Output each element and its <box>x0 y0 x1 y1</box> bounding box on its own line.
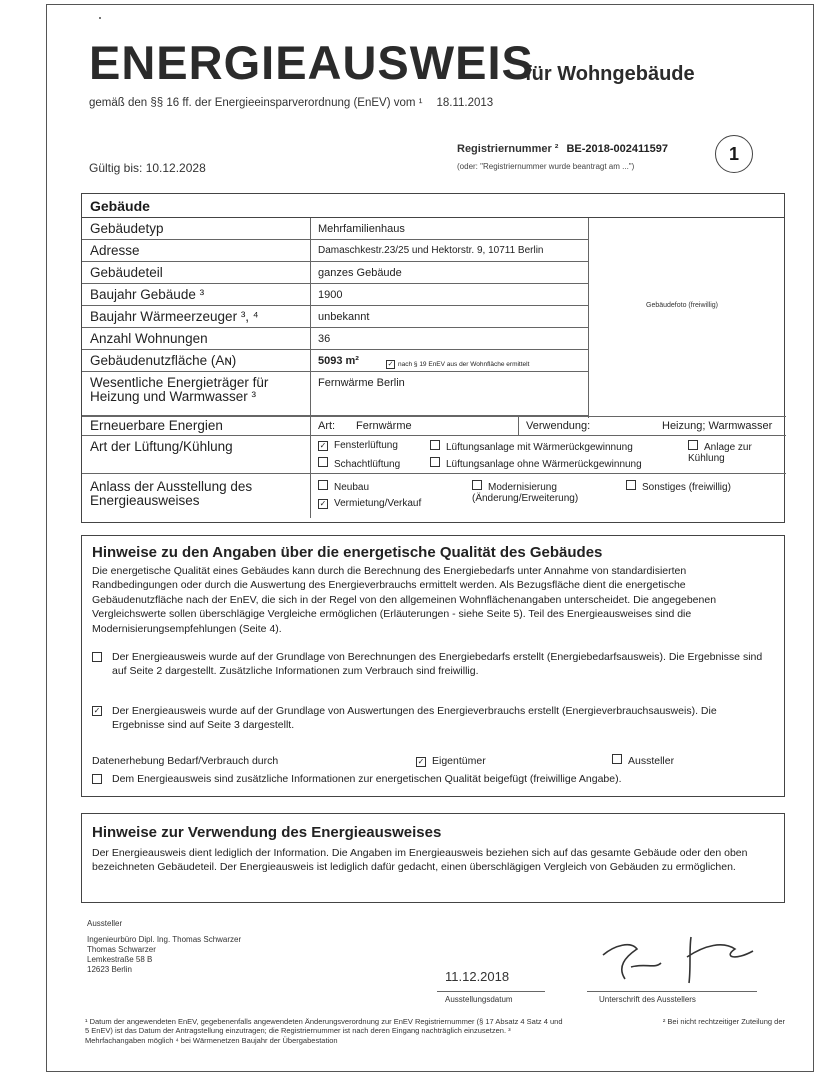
checkbox-icon <box>430 457 440 467</box>
document-title: ENERGIEAUSWEIS <box>89 36 534 89</box>
occasion-option-label: Neubau <box>334 482 370 493</box>
checked-box-icon: ✓ <box>93 706 101 715</box>
table-row <box>82 262 588 284</box>
ventilation-option <box>430 457 642 470</box>
building-photo-placeholder: Gebäudefoto (freiwillig) <box>646 302 718 309</box>
date-line <box>437 991 545 992</box>
registration-note: (oder: "Registriernummer wurde beantragt am ...") <box>457 162 635 171</box>
bedarf-option-text: Der Energieausweis wurde auf der Grundlage von Berechnungen des Energiebedarfs erstellt (Energiebedarfsausweis). Die Ergebnisse sind auf Seite 2 dargestellt. Zusätzliche Informationen zum Verbrauch sind freiwillig. <box>112 651 763 678</box>
checkbox-icon <box>318 480 328 490</box>
row-value: ganzes Gebäude <box>318 267 402 279</box>
footnote-left: ¹ Datum der angewendeten EnEV, gegebenenfalls angewendeten Änderungsverordnung zur EnEV Registriernummer (§ 17 Absatz 4 Satz 4 und 5 EnEV) ist das Datum der Antragstellung einzutragen; die Registriernummer ist nach deren Eingang nachträglich einzusetzen. ³ Mehrfachangaben möglich ⁴ bei Wärmenetzen Baujahr der Übergabestation <box>85 1017 563 1045</box>
ventilation-option <box>688 440 782 464</box>
ventilation-option <box>430 440 633 453</box>
row-label: Anzahl Wohnungen <box>90 331 208 346</box>
area-note-text: nach § 19 EnEV aus der Wohnfläche ermittelt <box>398 361 530 368</box>
additional-info-text: Dem Energieausweis sind zusätzliche Informationen zur energetischen Qualität beigefügt (freiwillige Angabe). <box>112 773 622 785</box>
occasion-row <box>82 474 786 522</box>
issuer-line: Thomas Schwarzer <box>87 945 156 954</box>
page-number-badge: 1 <box>715 135 753 173</box>
row-label: Baujahr Wärmeerzeuger ³, ⁴ <box>90 309 259 324</box>
occasion-option <box>472 480 612 504</box>
table-row <box>82 350 588 372</box>
checkbox-icon <box>92 652 102 662</box>
verbrauch-option <box>92 704 772 733</box>
registration-label: Registriernummer ² <box>457 143 559 155</box>
registration-value: BE-2018-002411597 <box>566 143 669 155</box>
row-value: Damaschkestr.23/25 und Hektorstr. 9, 10711 Berlin <box>318 245 544 256</box>
renewable-art-label: Art: <box>318 420 336 432</box>
checked-box-icon: ✓ <box>319 499 327 508</box>
table-row <box>82 218 588 240</box>
ventilation-option <box>318 440 398 451</box>
certificate-page <box>46 4 814 1072</box>
ventilation-option-label: Fensterlüftung <box>334 440 398 451</box>
occasion-option-label: Vermietung/Verkauf <box>334 498 422 509</box>
usage-notes-paragraph: Der Energieausweis dient lediglich der Information. Die Angaben im Energieausweis beziehen sich auf das gesamte Gebäude oder den oben bezeichneten Gebäudeteil. Der Energieausweis ist lediglich dafür gedacht, einen überschlägigen Vergleich von Gebäuden zu ermöglichen. <box>92 847 748 874</box>
additional-info-option <box>92 772 772 786</box>
renewable-label: Erneuerbare Energien <box>90 418 223 433</box>
quality-notes-section <box>81 535 785 797</box>
renewable-divider <box>518 416 519 436</box>
issuer-block <box>87 919 241 975</box>
valid-until: Gültig bis: 10.12.2028 <box>89 161 206 175</box>
document-subtitle: für Wohngebäude <box>525 63 695 85</box>
signature-line <box>587 991 757 992</box>
footnote-right: ² Bei nicht rechtzeitiger Zuteilung der <box>662 1017 785 1026</box>
building-section <box>81 193 785 523</box>
quality-notes-title: Hinweise zu den Angaben über die energetische Qualität des Gebäudes <box>92 544 603 561</box>
row-label: Baujahr Gebäude ³ <box>90 287 205 302</box>
signature-label: Unterschrift des Ausstellers <box>599 995 696 1004</box>
checkbox-icon <box>92 774 102 784</box>
ventilation-option-label: Anlage zur Kühlung <box>688 442 752 464</box>
legal-basis-text: gemäß den §§ 16 ff. der Energieeinsparverordnung (EnEV) vom ¹ <box>89 97 423 109</box>
checked-box-icon: ✓ <box>387 361 394 368</box>
table-row <box>82 240 588 262</box>
data-collection-issuer <box>612 754 674 768</box>
occasion-option <box>626 480 731 493</box>
ventilation-option-label: Schachtlüftung <box>334 459 401 470</box>
checkbox-icon <box>626 480 636 490</box>
bedarf-option <box>92 650 772 679</box>
area-note <box>386 357 586 369</box>
quality-notes-paragraph: Die energetische Qualität eines Gebäudes kann durch die Berechnung des Energiebedarfs unter Annahme von standardisierten Randbedingungen oder durch die Auswertung des Energieverbrauchs ermittelt werden. Als Bezugsfläche dient die energetische Gebäudenutzfläche nach der EnEV, die sich in der Regel von den allgemeinen Wohnflächenangaben unterscheidet. Die angegebenen Vergleichswerte sollen überschlägige Vergleiche ermöglichen (Erläuterungen - siehe Seite 5). Teil des Energieausweises sind die Modernisierungsempfehlungen (Seite 4). <box>92 565 717 635</box>
issue-date: 11.12.2018 <box>445 969 510 984</box>
row-value: 5093 m² <box>318 355 359 367</box>
checkbox-icon <box>318 457 328 467</box>
row-label: Gebäudetyp <box>90 221 164 236</box>
row-value: Mehrfamilienhaus <box>318 223 405 235</box>
ventilation-label: Art der Lüftung/Kühlung <box>90 439 233 454</box>
table-row <box>82 372 588 416</box>
occasion-option-label: Sonstiges (freiwillig) <box>642 482 731 493</box>
row-label: Gebäudenutzfläche (Aɴ) <box>90 353 237 368</box>
occasion-option-label: Modernisierung (Änderung/Erweiterung) <box>472 482 579 504</box>
checked-box-icon: ✓ <box>417 757 425 766</box>
legal-basis-date: 18.11.2013 <box>436 97 494 109</box>
checkbox-icon <box>688 440 698 450</box>
data-collection-owner-label: Eigentümer <box>432 755 486 767</box>
row-value: Fernwärme Berlin <box>318 377 405 389</box>
table-row <box>82 328 588 350</box>
renewable-use-label: Verwendung: <box>526 420 591 432</box>
registration-number <box>457 143 668 155</box>
renewable-use-value: Heizung; Warmwasser <box>662 420 773 432</box>
issuer-line: 12623 Berlin <box>87 965 132 974</box>
legal-basis <box>89 97 493 109</box>
ventilation-option-label: Lüftungsanlage ohne Wärmerückgewinnung <box>446 459 642 470</box>
ventilation-option-label: Lüftungsanlage mit Wärmerückgewinnung <box>446 442 633 453</box>
row-label: Adresse <box>90 243 140 258</box>
footnotes <box>85 1017 785 1045</box>
table-row <box>82 284 588 306</box>
renewable-art-value: Fernwärme <box>356 420 412 432</box>
signature-image <box>595 927 775 987</box>
building-section-title: Gebäude <box>82 194 784 218</box>
scan-speck <box>99 17 101 19</box>
photo-divider <box>588 218 589 418</box>
issuer-line: Lemkestraße 58 B <box>87 955 153 964</box>
occasion-option <box>318 498 421 509</box>
issuer-line: Ingenieurbüro Dipl. Ing. Thomas Schwarzer <box>87 935 242 944</box>
checked-box-icon: ✓ <box>319 441 327 450</box>
issuer-label: Aussteller <box>87 919 123 928</box>
checkbox-icon <box>430 440 440 450</box>
data-collection-issuer-label: Aussteller <box>628 755 675 767</box>
occasion-label: Anlass der Ausstellung des Energieausweises <box>90 479 253 509</box>
ventilation-row <box>82 436 786 474</box>
renewable-row <box>82 416 786 436</box>
data-collection-owner <box>416 754 486 768</box>
occasion-option <box>318 480 369 493</box>
table-row <box>82 306 588 328</box>
row-value: unbekannt <box>318 311 370 323</box>
usage-notes-title: Hinweise zur Verwendung des Energieausweises <box>92 824 442 841</box>
data-collection-row <box>92 754 772 768</box>
checkbox-icon <box>472 480 482 490</box>
verbrauch-option-text: Der Energieausweis wurde auf der Grundlage von Auswertungen des Energieverbrauchs erstellt (Energieverbrauchsausweis). Die Ergebnisse sind auf Seite 3 dargestellt. <box>112 705 717 732</box>
usage-notes-section <box>81 813 785 903</box>
issue-date-label: Ausstellungsdatum <box>445 995 513 1004</box>
ventilation-option <box>318 457 400 470</box>
row-value: 36 <box>318 333 331 345</box>
row-label: Gebäudeteil <box>90 265 163 280</box>
data-collection-label: Datenerhebung Bedarf/Verbrauch durch <box>92 755 279 767</box>
row-value: 1900 <box>318 289 343 301</box>
row-label: Wesentliche Energieträger für Heizung und Warmwasser ³ <box>90 375 269 405</box>
checkbox-icon <box>612 754 622 764</box>
